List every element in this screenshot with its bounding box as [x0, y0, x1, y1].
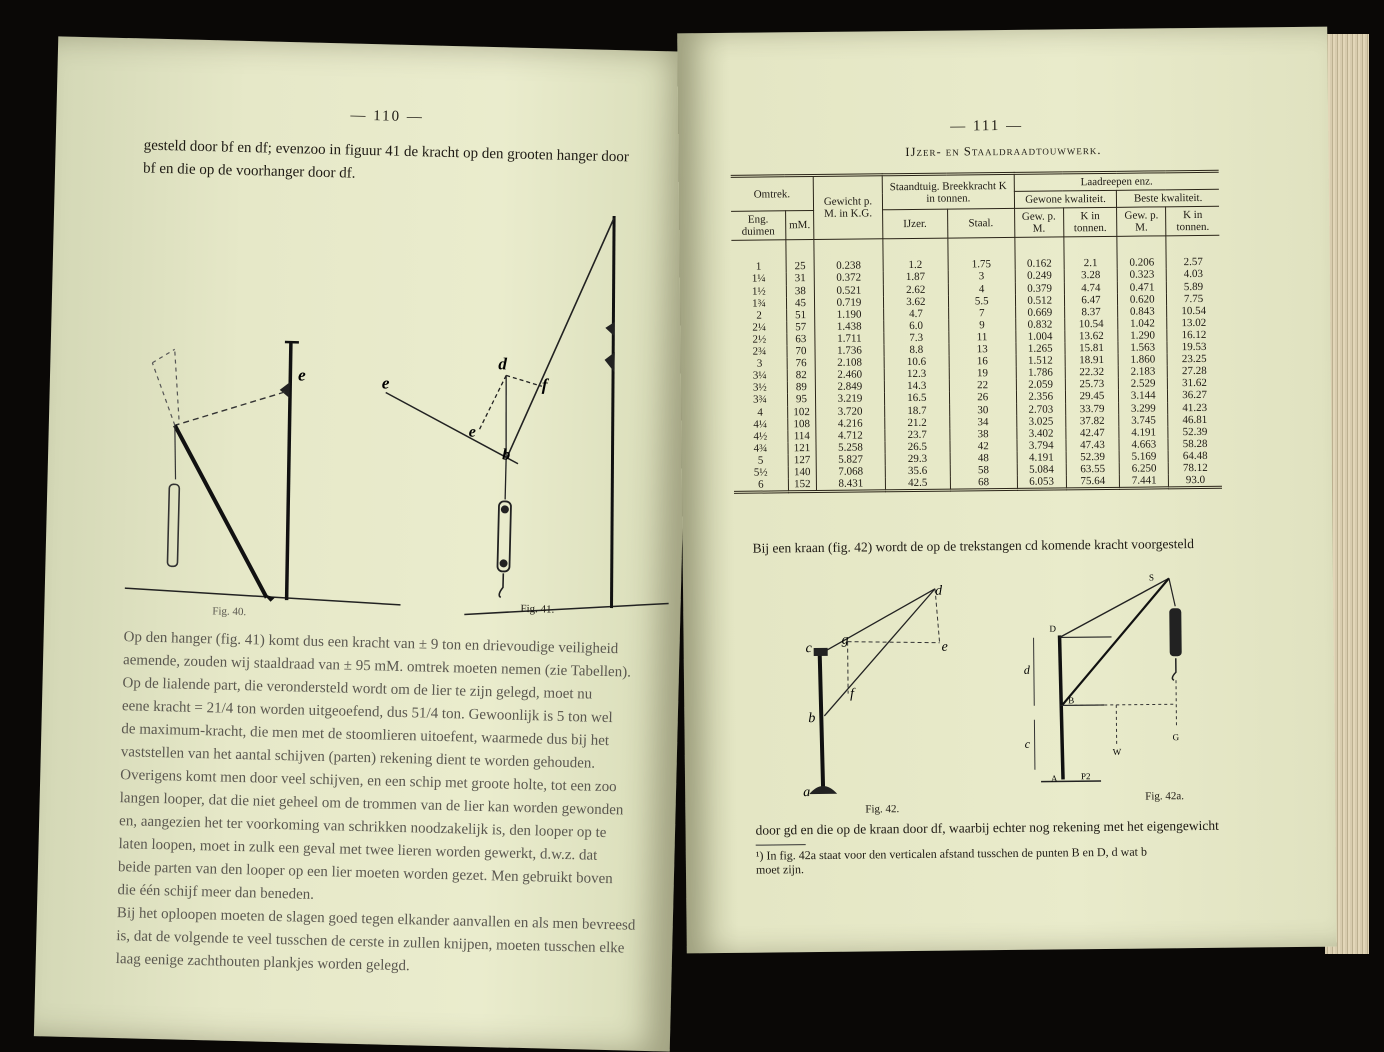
body-line: beide parten van den looper op een lier moeten worden gezet. Men gebruikt boven — [118, 856, 658, 892]
table-cell: 6.250 — [1120, 462, 1169, 475]
table-cell: 13.62 — [1064, 330, 1118, 343]
mast — [605, 216, 622, 608]
table-cell: 1.786 — [1016, 367, 1065, 380]
table-cell: 8.431 — [816, 477, 885, 491]
intro-line: bf en die op de voorhanger door df. — [143, 157, 657, 193]
body-text-left — [115, 626, 663, 984]
mast-cleat-1 — [604, 352, 614, 372]
body-line: de maximum-kracht, die men met de stoomlieren uitoefent, waarmede dus bij het — [121, 718, 661, 754]
table-cell: 4½ — [733, 430, 787, 443]
header-k-2: K in tonnen. — [1166, 206, 1220, 236]
table-cell: 42.5 — [885, 477, 950, 491]
table-cell: 63.55 — [1066, 463, 1120, 476]
table-cell: 7 — [948, 307, 1015, 320]
table-cell: 0.162 — [1015, 237, 1064, 270]
label-g: g — [841, 633, 848, 648]
label-e-left: e — [382, 373, 390, 392]
table-cell: 1.860 — [1118, 353, 1167, 366]
table-cell: 5.5 — [948, 295, 1015, 308]
header-k-1: K in tonnen. — [1063, 208, 1117, 238]
body-line: Bij het oploopen moeten de slagen goed tegen elkander aanvallen en als men bevreesd — [117, 902, 657, 938]
fig40-caption: Fig. 40. — [212, 605, 246, 618]
table-cell: 95 — [787, 393, 815, 405]
table-cell: 0.471 — [1118, 281, 1167, 294]
table-cell: 5.258 — [816, 441, 885, 454]
sheave-top — [501, 505, 509, 513]
header-laadreepen: Laadreepen enz. — [1014, 171, 1219, 191]
sheave-bottom — [499, 559, 507, 567]
table-cell: 13.02 — [1167, 317, 1220, 330]
table-cell: 4 — [948, 282, 1015, 295]
header-gewicht: Gewicht p. M. in K.G. — [813, 175, 883, 240]
table-cell: 4.74 — [1064, 281, 1118, 294]
rope-table — [731, 170, 1222, 494]
mast — [285, 342, 293, 600]
table-cell: 22.32 — [1065, 366, 1119, 379]
table-cell: 21.2 — [885, 416, 950, 429]
label-S: S — [1149, 572, 1154, 582]
table-cell: 7.441 — [1120, 474, 1169, 488]
figure-42a — [1019, 568, 1211, 790]
table-cell: 58 — [950, 464, 1017, 477]
table-cell: 14.3 — [884, 380, 949, 393]
ground-line — [464, 598, 668, 619]
header-gewone: Gewone kwaliteit. — [1014, 190, 1117, 208]
table-cell: 41.23 — [1168, 401, 1221, 414]
label-e: e — [942, 640, 948, 655]
table-cell: 4¼ — [733, 418, 787, 431]
table-cell: 1.438 — [815, 320, 884, 333]
table-cell: 3¼ — [733, 370, 787, 383]
table-cell: 3.025 — [1017, 415, 1066, 428]
page-number-right: — 111 — — [950, 118, 1023, 136]
table-cell: 25 — [786, 240, 814, 273]
body-line: vaststellen van het aantal schijven (parten) rekening dient te worden gehouden. — [121, 741, 661, 777]
right-page — [677, 27, 1337, 954]
table-cell: 64.48 — [1168, 450, 1221, 463]
table-cell: 48 — [950, 452, 1017, 465]
table-cell: 6 — [734, 478, 789, 492]
table-cell: 0.620 — [1118, 293, 1167, 306]
table-cell: 6.0 — [884, 319, 949, 332]
table-cell: 3.219 — [815, 393, 884, 406]
label-G: G — [1173, 732, 1180, 742]
table-cell: 0.379 — [1015, 282, 1064, 295]
table-cell: 0.249 — [1015, 270, 1064, 283]
fall-line — [384, 392, 520, 463]
table-cell: 2.529 — [1119, 378, 1168, 391]
table-cell: 3.402 — [1017, 427, 1066, 440]
label-c: c — [806, 641, 813, 656]
label-f: f — [542, 375, 550, 394]
table-cell: 36.27 — [1168, 389, 1221, 402]
table-cell: 1.736 — [815, 344, 884, 357]
table-cell: 22 — [949, 379, 1016, 392]
dim-d-vertical — [1034, 638, 1035, 706]
table-cell: 5 — [734, 454, 788, 467]
header-mm: mM. — [785, 211, 813, 240]
footnote-line: moet zijn. — [756, 858, 1246, 877]
table-cell: 4.712 — [816, 429, 885, 442]
table-cell: 1.512 — [1016, 355, 1065, 368]
page-number-left: — 110 — — [350, 108, 424, 127]
hoist-rope — [505, 459, 506, 499]
tackle-block — [1169, 608, 1182, 656]
table-cell: 3 — [948, 270, 1015, 283]
table-cell: 26 — [949, 391, 1016, 404]
header-staal: Staal. — [947, 209, 1015, 239]
footnote-rule — [756, 844, 806, 846]
table-cell: 6.47 — [1064, 293, 1118, 306]
tie-rod — [1059, 578, 1170, 637]
rope-table-body — [731, 236, 1222, 493]
table-cell: 4.7 — [884, 307, 949, 320]
header-staandtuig: Staandtuig. Breekkracht K in tonnen. — [882, 173, 1014, 210]
table-cell: 1.75 — [947, 238, 1015, 271]
table-cell: 52.39 — [1066, 451, 1120, 464]
table-cell: 30 — [949, 403, 1016, 416]
fig42-caption: Fig. 42. — [865, 803, 899, 815]
label-P2: P2 — [1081, 771, 1091, 781]
table-cell: 46.81 — [1168, 413, 1221, 426]
table-cell: 0.323 — [1118, 269, 1167, 282]
footnote — [756, 844, 1246, 877]
table-cell: 58.28 — [1168, 438, 1221, 451]
header-beste: Beste kwaliteit. — [1117, 189, 1219, 207]
fig41-caption: Fig. 41. — [520, 603, 554, 616]
dashed-stay — [175, 389, 285, 428]
table-cell: 4¾ — [733, 442, 787, 455]
table-cell: 0.372 — [814, 272, 883, 285]
table-cell: 1¾ — [732, 297, 786, 310]
table-cell: 1 — [731, 240, 786, 273]
table-cell: 0.512 — [1015, 294, 1064, 307]
table-cell: 37.82 — [1065, 414, 1119, 427]
table-cell: 2.849 — [815, 381, 884, 394]
table-cell: 7.068 — [816, 465, 885, 478]
table-cell: 23.7 — [885, 428, 950, 441]
page-heading: IJzer- en Staaldraadtouwwerk. — [678, 141, 1328, 163]
table-cell: 152 — [788, 478, 816, 492]
table-cell: 4.216 — [816, 417, 885, 430]
hook — [1172, 658, 1176, 680]
guy-rope — [506, 216, 614, 462]
table-cell: 29.45 — [1065, 390, 1119, 403]
table-cell: 10.54 — [1167, 305, 1220, 318]
table-cell: 1.004 — [1016, 330, 1065, 343]
post-foot — [809, 786, 837, 794]
table-cell: 127 — [788, 454, 816, 466]
table-cell: 0.206 — [1117, 236, 1166, 269]
table-cell: 2.059 — [1016, 379, 1065, 392]
table-cell: 5.827 — [816, 453, 885, 466]
table-row — [731, 236, 1219, 274]
header-gew-1: Gew. p. M. — [1014, 208, 1063, 238]
table-cell: 7.75 — [1167, 292, 1220, 305]
table-cell: 4.03 — [1166, 268, 1219, 281]
table-cell: 68 — [950, 476, 1017, 490]
label-d: d — [498, 354, 507, 373]
table-cell: 2.62 — [883, 283, 948, 296]
body-line: die één schijf meer dan beneden. — [117, 879, 657, 915]
table-cell: 42 — [950, 440, 1017, 453]
table-cell: 2.703 — [1016, 403, 1065, 416]
table-cell: 1.711 — [815, 332, 884, 345]
table-cell: 1.265 — [1016, 342, 1065, 355]
table-cell: 2.460 — [815, 368, 884, 381]
table-cell: 2.1 — [1063, 237, 1117, 270]
table-cell: 3.144 — [1119, 390, 1168, 403]
table-cell: 63 — [787, 333, 815, 345]
label-b: b — [808, 711, 815, 726]
text-after-table: Bij een kraan (fig. 42) wordt de op de trekstangen cd komende kracht voorgesteld — [752, 532, 1232, 560]
intro-text — [143, 135, 658, 194]
table-cell: 52.39 — [1168, 425, 1221, 438]
mast-cleat-2 — [605, 322, 614, 336]
fall-rope — [174, 425, 177, 479]
post-cap — [814, 648, 828, 656]
body-line: en, aangezien het ter voorkoming van schrikken noodzakelijk is, den looper op te — [119, 810, 659, 846]
table-cell: 2.183 — [1119, 366, 1168, 379]
body-line: laten loopen, moet in zulk een geval met twee lieren worden gewerkt, d.w.z. dat — [118, 833, 658, 869]
hook — [499, 573, 503, 597]
crane-post — [820, 654, 823, 790]
table-cell: 140 — [788, 466, 816, 478]
top-rod — [1060, 637, 1112, 638]
body-line: langen looper, dat die niet geheel om de trommen van de lier kan worden gewonden — [119, 787, 659, 823]
body-line: eene kracht = 21/4 ton worden uitgeoefend, dus 51/4 ton. Gewoonlijk is 5 ton wel — [122, 695, 662, 731]
table-cell: 9 — [948, 319, 1015, 332]
table-cell: 3½ — [733, 382, 787, 395]
table-cell: 15.81 — [1065, 342, 1119, 355]
table-cell: 25.73 — [1065, 378, 1119, 391]
table-cell: 10.54 — [1064, 318, 1118, 331]
dim-c-vertical — [1034, 720, 1035, 770]
table-cell: 4.191 — [1017, 451, 1066, 464]
table-cell: 45 — [786, 297, 814, 309]
table-cell: 121 — [788, 442, 816, 454]
table-cell: 70 — [787, 345, 815, 357]
table-cell: 12.3 — [884, 368, 949, 381]
table-cell: 3¾ — [733, 394, 787, 407]
table-cell: 19.53 — [1167, 341, 1220, 354]
table-cell: 8.37 — [1064, 306, 1118, 319]
table-cell: 1.87 — [883, 271, 948, 284]
header-ijzer: IJzer. — [883, 209, 948, 239]
table-cell: 33.79 — [1065, 402, 1119, 415]
table-cell: 16.5 — [884, 392, 949, 405]
table-cell: 18.91 — [1065, 354, 1119, 367]
table-cell: 0.832 — [1015, 318, 1064, 331]
label-a: a — [803, 785, 810, 800]
table-cell: 3 — [733, 357, 787, 370]
table-cell: 4 — [733, 406, 787, 419]
force-dashed-gf — [848, 642, 849, 694]
table-cell: 42.47 — [1065, 427, 1119, 440]
label-e: e — [298, 365, 306, 384]
table-cell: 3.299 — [1119, 402, 1168, 415]
table-cell: 2½ — [732, 333, 786, 346]
table-cell: 31.62 — [1167, 377, 1220, 390]
body-line: Overigens komt men door veel schijven, en een schip met groote holte, tot een zoo — [120, 764, 660, 800]
derrick-boom — [171, 425, 271, 597]
table-cell: 1.290 — [1118, 329, 1167, 342]
ghost-rope-2 — [173, 349, 181, 419]
table-cell: 89 — [787, 381, 815, 393]
table-cell: 5.084 — [1017, 463, 1066, 476]
table-cell: 5.169 — [1119, 450, 1168, 463]
table-cell: 2 — [732, 309, 786, 322]
table-cell: 4.191 — [1119, 426, 1168, 439]
table-cell: 82 — [787, 369, 815, 381]
label-e-small: e — [469, 424, 477, 441]
table-cell: 47.43 — [1066, 439, 1120, 452]
tackle-block — [167, 484, 179, 566]
table-cell: 3.28 — [1064, 269, 1118, 282]
body-line: aemende, zouden wij staaldraad van ± 95 mM. omtrek moeten nemen (zie Tabellen). — [123, 649, 663, 685]
header-omtrek: Omtrek. — [731, 176, 814, 212]
table-cell: 108 — [788, 418, 816, 430]
intro-line: gesteld door bf en df; evenzoo in figuur 41 de kracht op den grooten hanger door — [143, 135, 657, 171]
ghost-rope-1 — [151, 363, 177, 426]
table-cell: 1.2 — [883, 238, 948, 271]
table-cell: 76 — [787, 357, 815, 369]
table-cell: 31 — [786, 272, 814, 284]
table-cell: 1.563 — [1118, 341, 1167, 354]
body-line: is, dat de volgende te veel tusschen de cerste in zullen knijpen, moeten tusschen elke — [116, 925, 656, 961]
table-cell: 11 — [948, 331, 1015, 344]
label-A: A — [1051, 773, 1058, 783]
force-dashed-ge — [848, 641, 940, 644]
label-W: W — [1113, 747, 1122, 757]
table-cell: 18.7 — [885, 404, 950, 417]
table-cell: 3.62 — [883, 295, 948, 308]
table-cell: 2.108 — [815, 356, 884, 369]
table-cell: 5½ — [734, 466, 788, 479]
table-cell: 78.12 — [1168, 462, 1221, 475]
table-cell: 4.663 — [1119, 438, 1168, 451]
table-cell: 16 — [949, 355, 1016, 368]
label-d: d — [935, 584, 943, 599]
table-cell: 0.843 — [1118, 305, 1167, 318]
label-D: D — [1049, 623, 1056, 633]
table-cell: 38 — [949, 428, 1016, 441]
table-cell: 93.0 — [1168, 474, 1221, 488]
table-cell: 13 — [949, 343, 1016, 356]
mast-bracket — [280, 382, 290, 398]
table-cell: 75.64 — [1066, 475, 1120, 489]
table-cell: 3.794 — [1017, 439, 1066, 452]
table-cell: 29.3 — [885, 452, 950, 465]
table-cell: 23.25 — [1167, 353, 1220, 366]
figure-42 — [767, 580, 979, 802]
fig42a-caption: Fig. 42a. — [1145, 790, 1184, 802]
table-cell: 16.12 — [1167, 329, 1220, 342]
table-cell: 7.3 — [884, 332, 949, 345]
jib-bd — [823, 589, 936, 716]
table-cell: 2.356 — [1016, 391, 1065, 404]
header-gew-2: Gew. p. M. — [1117, 207, 1166, 237]
table-cell: 102 — [787, 405, 815, 417]
table-cell: 38 — [786, 285, 814, 297]
footnote-line: ¹) In fig. 42a staat voor den verticalen afstand tusschen de punten B en D, d wat b — [756, 844, 1246, 863]
continued-text: door gd en die op de kraan door df, waarbij echter nog rekening met het eigengewicht — [755, 814, 1245, 842]
base-line — [1041, 781, 1101, 782]
table-cell: 0.669 — [1015, 306, 1064, 319]
table-cell: 1.042 — [1118, 317, 1167, 330]
label-d: d — [1024, 663, 1031, 677]
body-line: Op de lialende part, die verondersteld wordt om de lier te zijn gelegd, moet nu — [122, 672, 662, 708]
body-line: laag eenige zachthouten plankjes worden gelegd. — [115, 948, 655, 984]
label-B: B — [1068, 695, 1074, 705]
table-cell: 8.8 — [884, 344, 949, 357]
label-c: c — [1025, 737, 1031, 751]
body-line: Op den hanger (fig. 41) komt dus een kracht van ± 9 ton en drievoudige veiligheid — [123, 626, 663, 662]
table-cell: 2.57 — [1166, 236, 1220, 269]
boom-heel — [263, 594, 275, 602]
table-cell: 51 — [786, 309, 814, 321]
table-cell: 1.190 — [815, 308, 884, 321]
table-cell: 114 — [788, 430, 816, 442]
table-cell: 5.89 — [1166, 280, 1219, 293]
jib — [1059, 578, 1170, 707]
table-cell: 26.5 — [885, 440, 950, 453]
force-dashed-2 — [506, 375, 542, 386]
header-eng-duimen: Eng. duimen — [731, 211, 786, 241]
table-cell: 10.6 — [884, 356, 949, 369]
force-dashed-1 — [479, 375, 506, 432]
table-cell: 0.719 — [814, 296, 883, 309]
table-cell: 35.6 — [885, 465, 950, 478]
figure-40 — [114, 298, 411, 615]
table-cell: 1¼ — [732, 273, 786, 286]
table-cell: 1½ — [732, 285, 786, 298]
table-cell: 6.053 — [1017, 475, 1066, 489]
label-f: f — [850, 687, 856, 702]
table-cell: 19 — [949, 367, 1016, 380]
label-b: b — [502, 446, 510, 463]
table-cell: 27.28 — [1167, 365, 1220, 378]
table-cell: 3.745 — [1119, 414, 1168, 427]
table-cell: 3.720 — [816, 405, 885, 418]
table-cell: 2¼ — [732, 321, 786, 334]
table-cell: 0.238 — [814, 239, 883, 272]
ghost-rope-3 — [152, 349, 174, 364]
fall — [1169, 578, 1175, 606]
table-cell: 57 — [787, 321, 815, 333]
left-page — [34, 36, 694, 1051]
table-cell: 0.521 — [814, 284, 883, 297]
figure-41 — [374, 204, 684, 631]
load-line — [1176, 680, 1177, 728]
table-cell: 34 — [949, 415, 1016, 428]
table-cell: 2¾ — [732, 345, 786, 358]
